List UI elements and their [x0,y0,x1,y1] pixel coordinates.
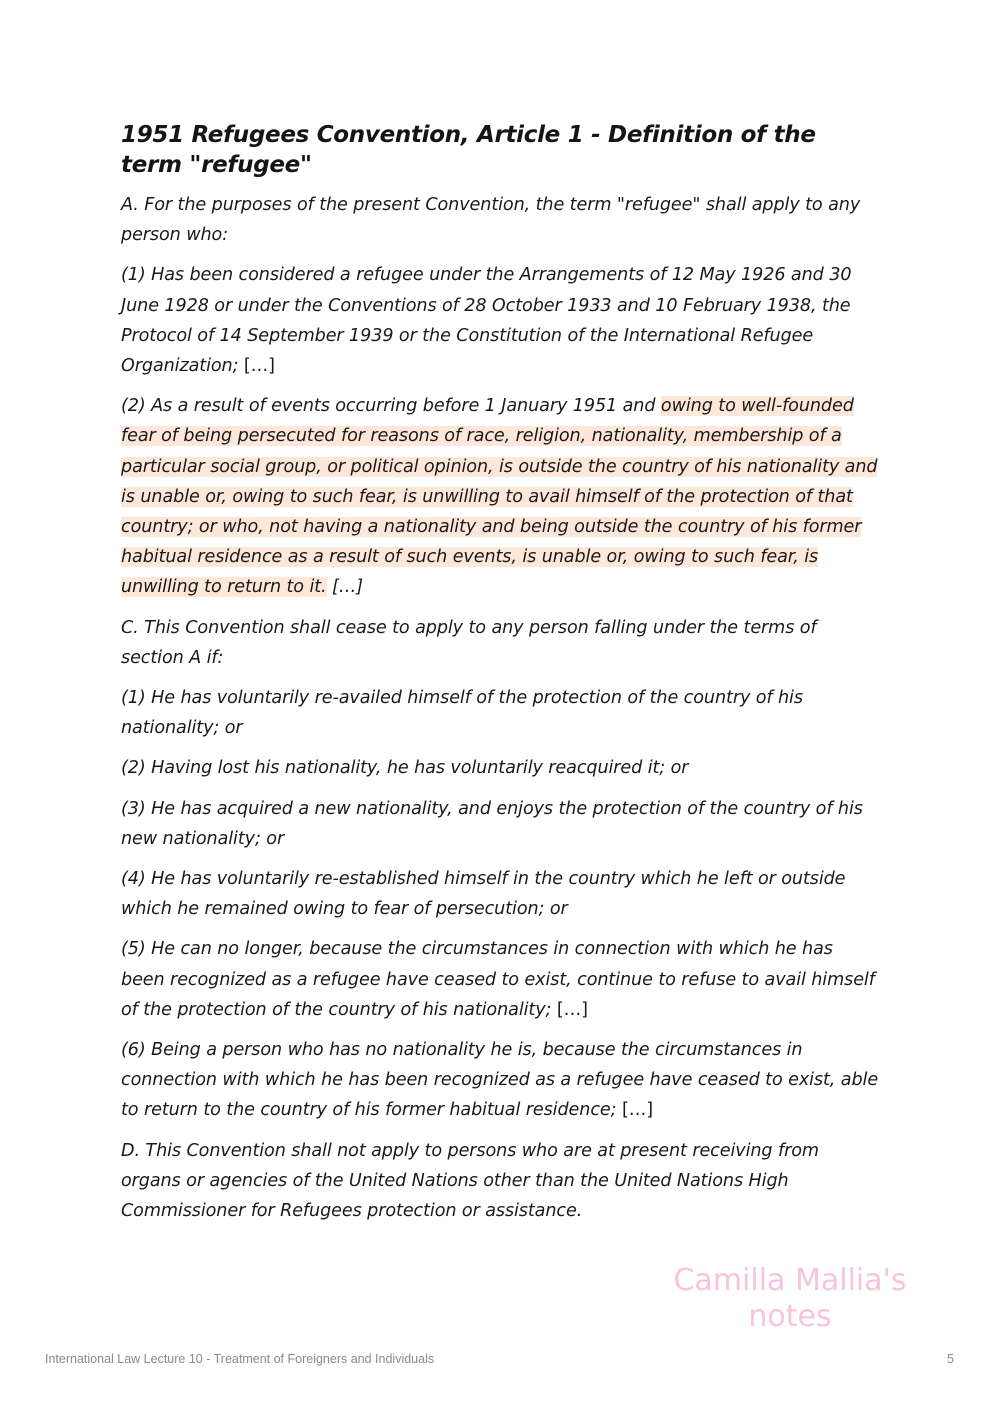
page-number: 5 [947,1352,954,1366]
paragraph-a-text: A. For the purposes of the present Convention, the term "refugee" shall apply to any person who: [121,195,861,246]
paragraph-c [121,613,881,673]
footer-title: International Law Lecture 10 - Treatment of Foreigners and Individuals [45,1352,435,1366]
paragraph-a [121,190,881,250]
page-title: 1951 Refugees Convention, Article 1 - Definition of the term "refugee" [121,122,816,178]
highlighted-text: owing to well-founded fear of being persecuted for reasons of race, religion, nationality, membership of a particular social group, or political opinion, is outside the country of his nationality and is unable or, owing to such fear, is unwilling to avail himself of the protection of that country; or who, not having a nationality and being outside the country of his former habitual residence as a result of such events, is unable or, owing to such fear, is unwilling to return to it. [121,396,878,598]
paragraph-c6 [121,1035,881,1126]
paragraph-d [121,1136,881,1227]
paragraph-c5 [121,934,881,1025]
paragraph-c3 [121,794,881,854]
paragraph-a1 [121,260,881,381]
paragraph-c5-ellipsis: […] [551,999,588,1020]
paragraph-c1-text: (1) He has voluntarily re-availed himself of the protection of the country of his nationality; or [121,688,803,739]
paragraph-a1-text: (1) Has been considered a refugee under the Arrangements of 12 May 1926 and 30 June 1928 or under the Conventions of 28 October 1933 and 10 February 1938, the Protocol of 14 September 1939 or the Constitution of the International Refugee Organization; [121,265,852,377]
paragraph-c4 [121,864,881,924]
paragraph-a1-ellipsis: […] [238,356,275,377]
paragraph-c1 [121,683,881,743]
paragraph-d-text: D. This Convention shall not apply to persons who are at present receiving from organs or agencies of the United Nations other than the United Nations High Commissioner for Refugees protection or assistance. [121,1140,819,1222]
paragraph-c4-text: (4) He has voluntarily re-established himself in the country which he left or outside which he remained owing to fear of persecution; or [121,869,846,920]
paragraph-c6-text: (6) Being a person who has no nationality he is, because the circumstances in connection with which he has been recognized as a refugee have ceased to exist, able to return to the country of his former habitual residence; [121,1040,879,1121]
paragraph-a2 [121,391,881,602]
paragraph-a2-ellipsis: […] [326,577,364,598]
paragraph-c5-text: (5) He can no longer, because the circumstances in connection with which he has been recognized as a refugee have ceased to exist, continue to refuse to avail himself of the protection of the country of his nationality; [121,939,875,1020]
paragraph-c6-ellipsis: […] [616,1100,653,1121]
paragraph-c-text: C. This Convention shall cease to apply to any person falling under the terms of section A if: [121,617,817,668]
watermark: Camilla Mallia's notes [673,1263,907,1334]
paragraph-a2-text: (2) As a result of events occurring before 1 January 1951 and [121,396,661,417]
paragraph-c2 [121,753,881,783]
paragraph-c3-text: (3) He has acquired a new nationality, and enjoys the protection of the country of his new nationality; or [121,798,863,849]
document-body [121,120,881,1236]
paragraph-c2-text: (2) Having lost his nationality, he has voluntarily reacquired it; or [121,758,689,779]
